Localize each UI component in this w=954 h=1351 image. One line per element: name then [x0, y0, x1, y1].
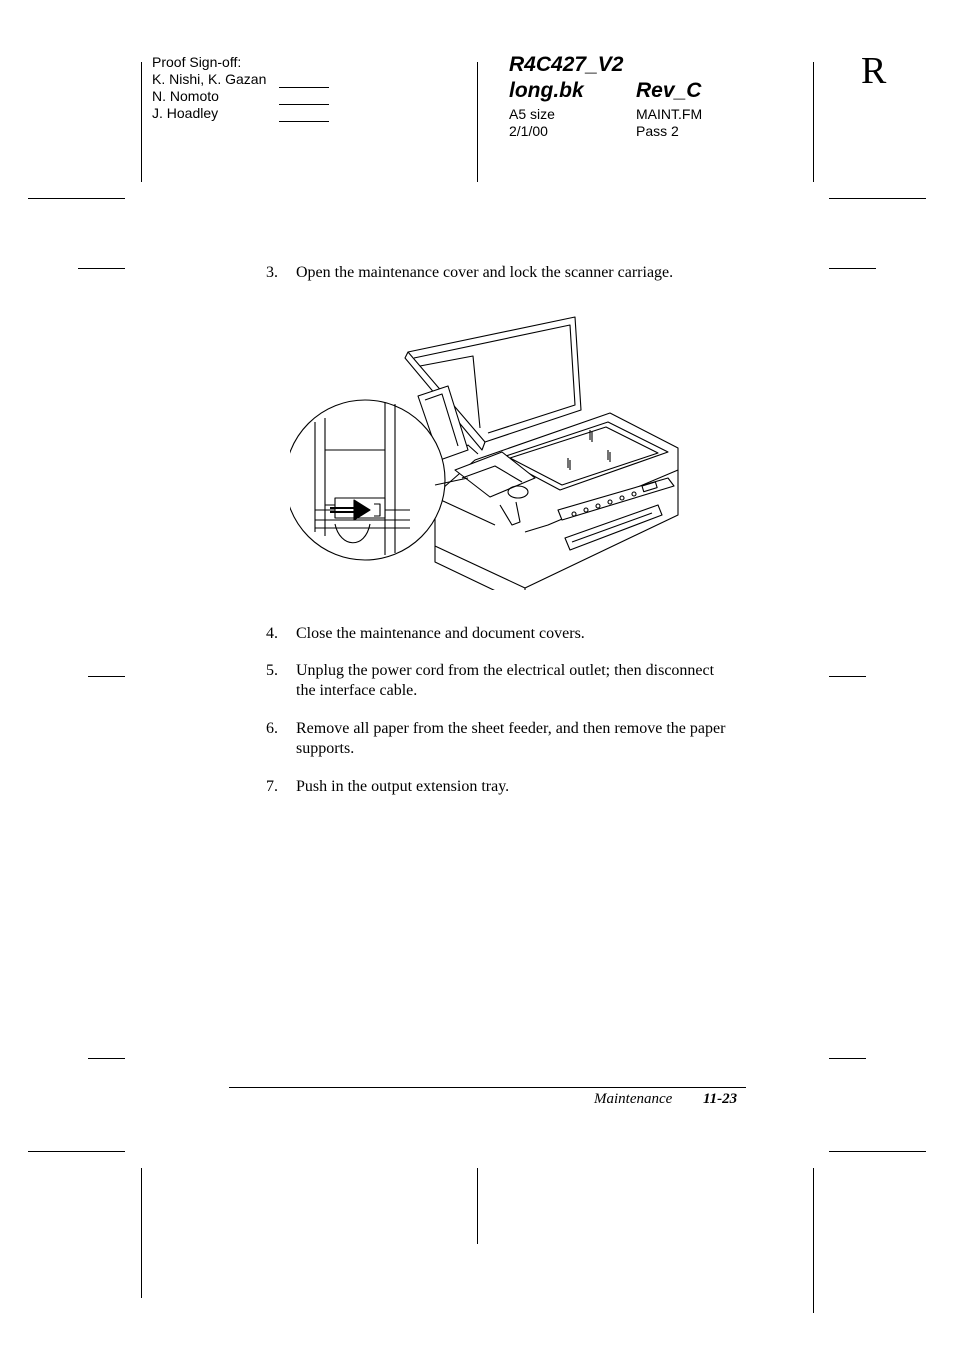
doc-code: R4C427_V2 [509, 53, 624, 76]
footer-rule [229, 1087, 746, 1088]
crop-mark [88, 676, 125, 677]
signoff-title: Proof Sign-off: [152, 54, 242, 70]
step-text: Open the maintenance cover and lock the scanner carriage. [296, 264, 674, 281]
signoff-names: K. Nishi, K. Gazan [152, 71, 267, 87]
pass: Pass 2 [636, 123, 679, 139]
crop-mark [477, 62, 478, 182]
paper-size: A5 size [509, 106, 555, 122]
list-item [266, 624, 766, 646]
crop-mark [829, 268, 876, 269]
crop-mark [88, 1058, 125, 1059]
step-text: Unplug the power cord from the electrical outlet; then disconnect the interface cable. [296, 662, 715, 699]
list-item [266, 719, 766, 761]
signoff-row [152, 88, 329, 105]
proof-signoff-block [152, 54, 329, 122]
signoff-names: N. Nomoto [152, 88, 219, 104]
crop-mark [28, 198, 125, 199]
book-file: long.bk [509, 79, 584, 102]
footer-section: Maintenance [594, 1091, 673, 1107]
date: 2/1/00 [509, 123, 548, 139]
printer-carriage-lock-illustration [290, 310, 690, 590]
signature-line [279, 110, 329, 122]
step-number: 3. [266, 264, 278, 281]
step-number: 4. [266, 625, 278, 642]
crop-mark [141, 1168, 142, 1298]
step-text: Remove all paper from the sheet feeder, and then remove the paper supports. [296, 720, 726, 757]
step-number: 7. [266, 778, 278, 795]
crop-mark [829, 676, 866, 677]
footer-page-number: 11-23 [703, 1091, 738, 1107]
step-number: 5. [266, 662, 278, 679]
crop-mark [813, 1168, 814, 1313]
signoff-row [152, 71, 329, 88]
crop-mark [829, 198, 926, 199]
crop-mark [141, 62, 142, 182]
frame-file: MAINT.FM [636, 106, 703, 122]
step-text: Push in the output extension tray. [296, 778, 510, 795]
crop-mark [78, 268, 125, 269]
revision: Rev_C [636, 79, 702, 102]
step-text: Close the maintenance and document covers. [296, 625, 585, 642]
signoff-names: J. Hoadley [152, 105, 219, 121]
list-item [266, 263, 766, 285]
list-item [266, 777, 766, 799]
crop-mark [829, 1151, 926, 1152]
signature-line [279, 76, 329, 88]
crop-mark [477, 1168, 478, 1244]
signature-line [279, 93, 329, 105]
crop-mark [829, 1058, 866, 1059]
crop-mark [28, 1151, 125, 1152]
corner-letter: R [861, 50, 887, 92]
crop-mark [813, 62, 814, 182]
list-item [266, 661, 766, 703]
step-number: 6. [266, 720, 278, 737]
signoff-row [152, 105, 329, 122]
